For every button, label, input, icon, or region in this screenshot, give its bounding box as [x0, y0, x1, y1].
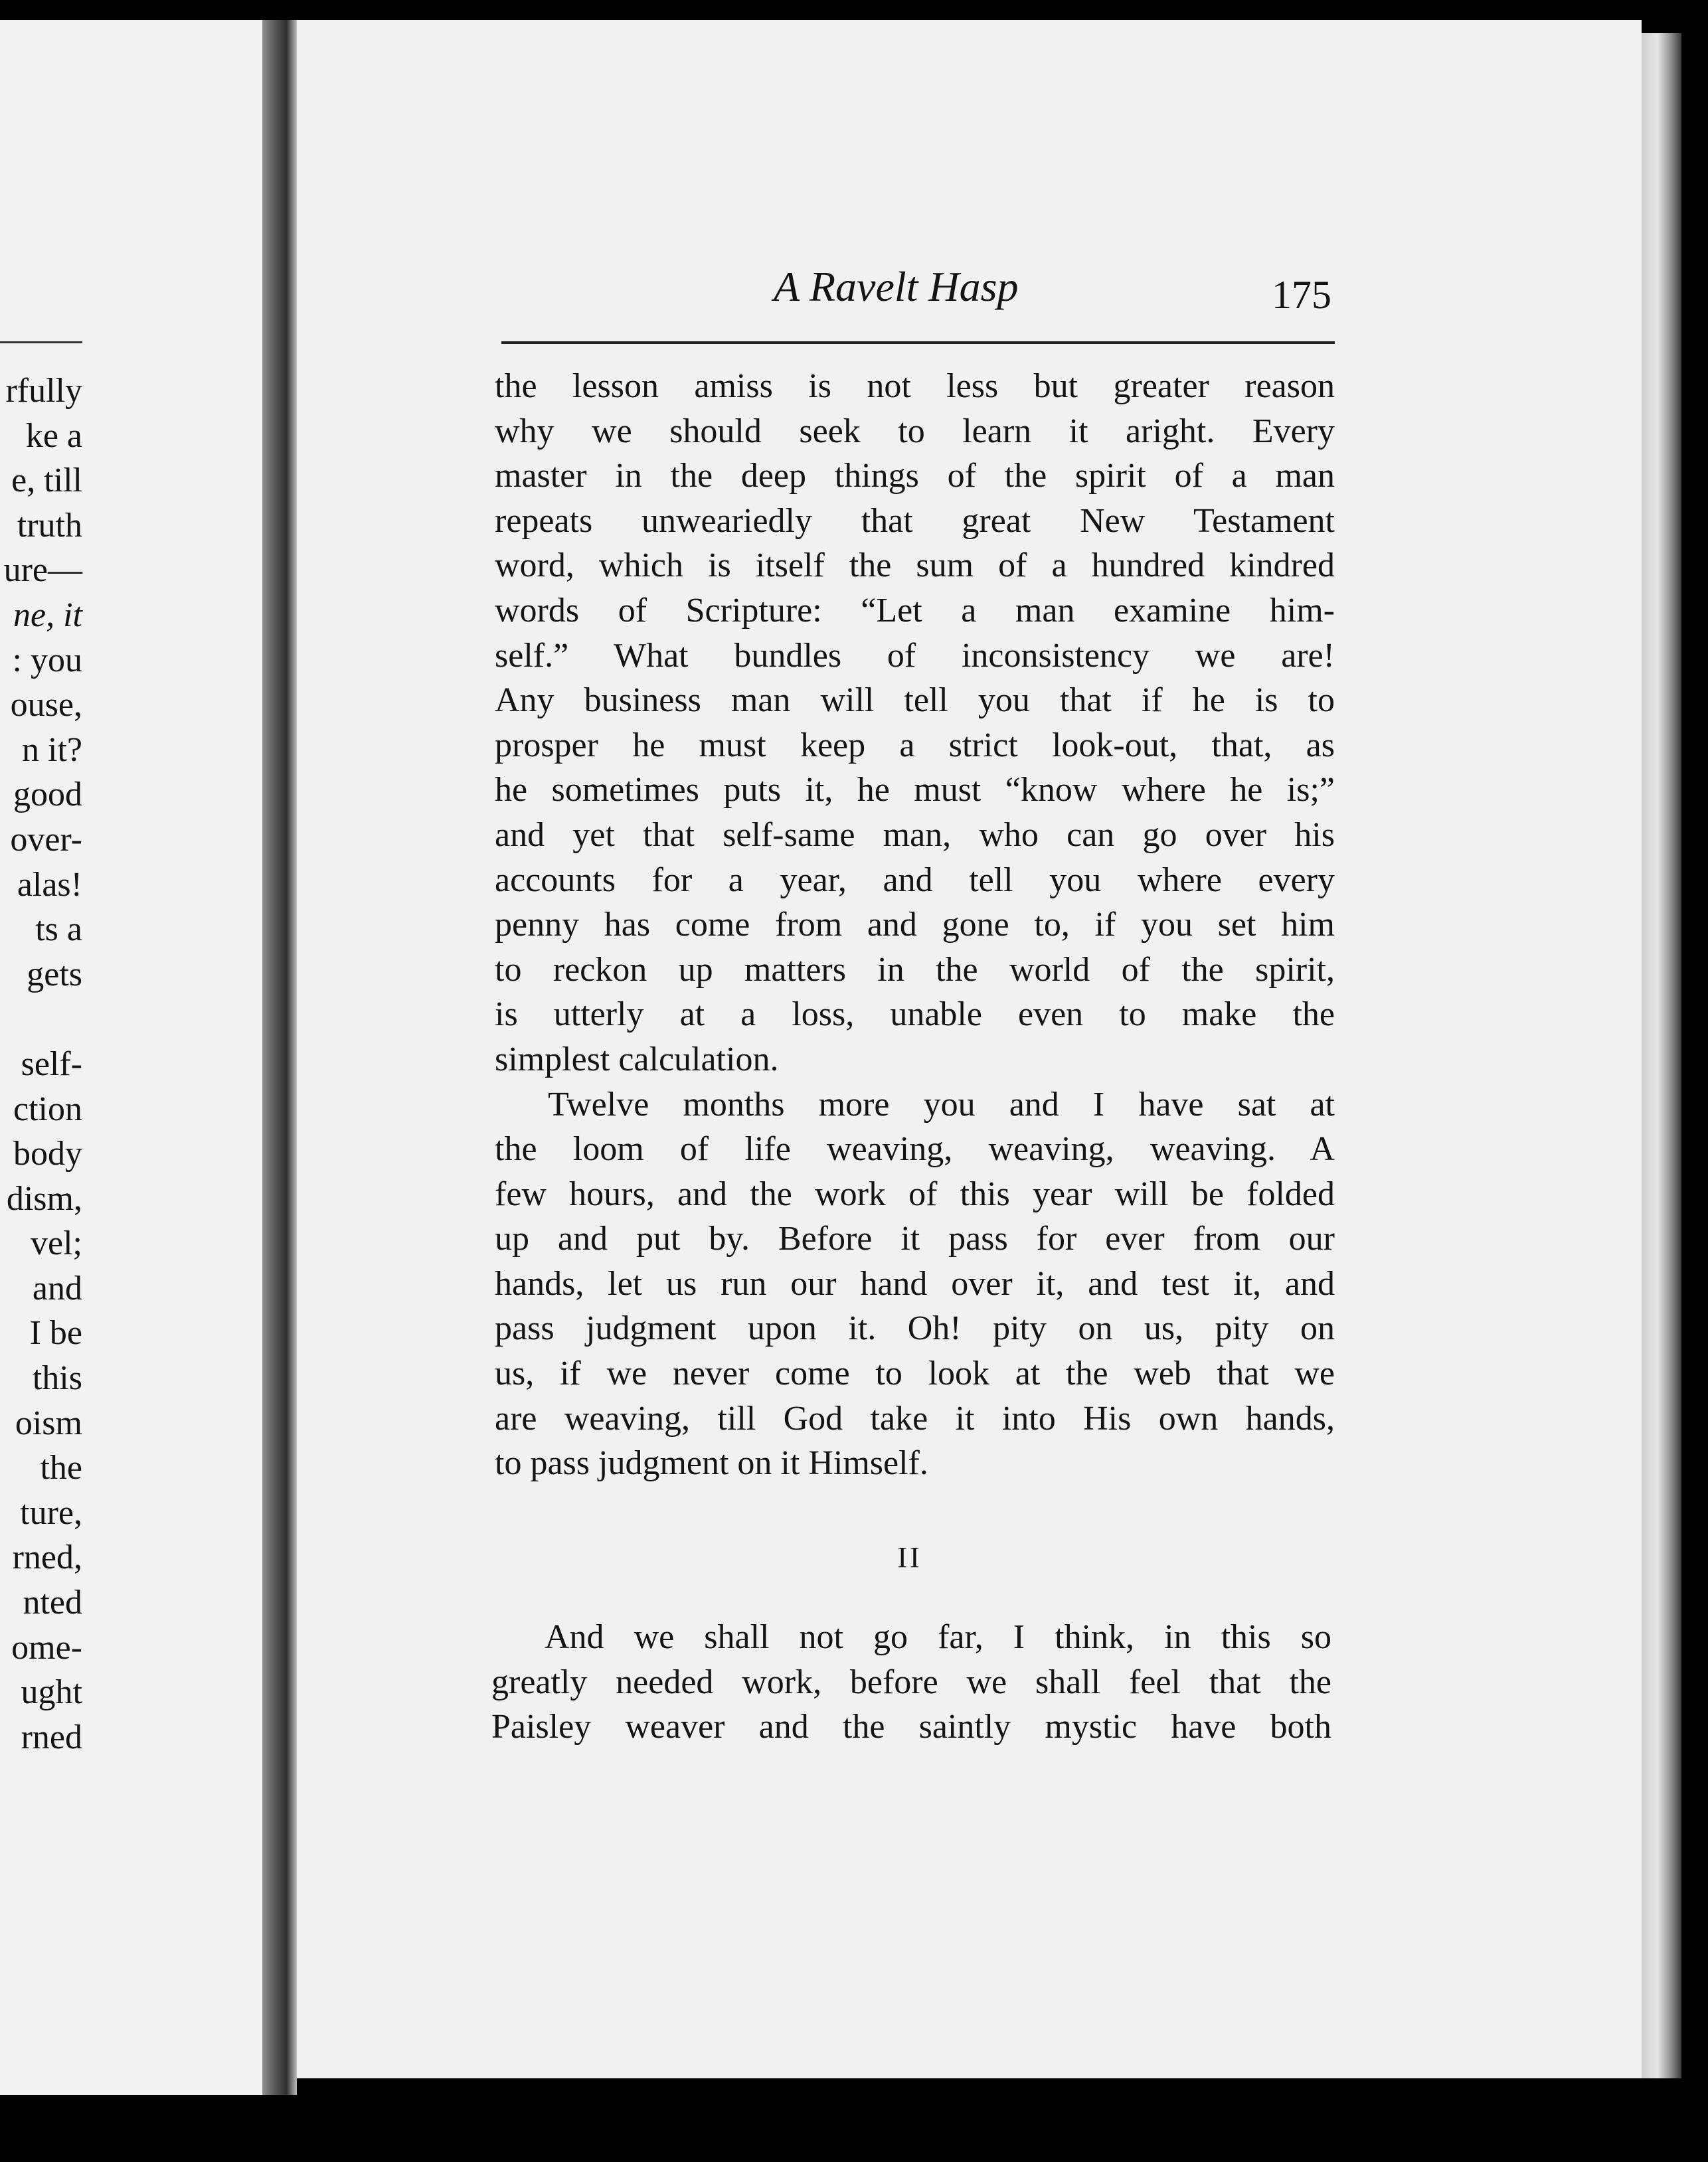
text-line: few hours, and the work of this year will be folded — [495, 1175, 1335, 1213]
text-line: penny has come from and gone to, if you set him — [495, 906, 1335, 944]
left-line: ouse, — [10, 686, 82, 724]
left-line: e, till — [11, 461, 82, 500]
text-line: us, if we never come to look at the web that we — [495, 1355, 1335, 1393]
text-line: is utterly at a loss, unable even to make the — [495, 995, 1335, 1034]
left-line: I be — [29, 1314, 82, 1353]
text-line: the lesson amiss is not less but greater reason — [495, 367, 1335, 405]
left-line: this — [32, 1359, 82, 1398]
left-line: self- — [21, 1044, 82, 1083]
text-line: words of Scripture: “Let a man examine him- — [495, 591, 1335, 629]
text-line: simplest calculation. — [495, 1040, 779, 1078]
text-line: to reckon up matters in the world of the spirit, — [495, 950, 1335, 989]
text-line: pass judgment upon it. Oh! pity on us, pity on — [495, 1309, 1335, 1348]
left-line: rned — [21, 1718, 82, 1756]
left-line: alas! — [17, 865, 82, 904]
left-line: ke a — [25, 416, 82, 455]
text-line: Any business man will tell you that if he is to — [495, 681, 1335, 720]
left-page-text — [0, 369, 82, 1760]
left-line: gets — [27, 955, 82, 993]
left-line: body — [13, 1135, 82, 1173]
page-number: 175 — [1272, 273, 1331, 317]
left-page — [0, 20, 262, 2095]
left-page-rule — [0, 341, 82, 343]
text-line: self.” What bundles of inconsistency we are! — [495, 636, 1335, 675]
text-line: to pass judgment on it Himself. — [495, 1444, 928, 1483]
left-line: truth — [17, 506, 82, 544]
text-line: greatly needed work, before we shall feel that the — [491, 1663, 1331, 1701]
left-line: rned, — [12, 1538, 82, 1577]
text-line: And we shall not go far, I think, in this so — [545, 1618, 1331, 1656]
left-line-gap — [0, 997, 82, 1042]
left-line: n it? — [22, 730, 82, 769]
text-line: and yet that self-same man, who can go over his — [495, 815, 1335, 854]
text-line: master in the deep things of the spirit of a man — [495, 457, 1335, 495]
left-line: the — [40, 1449, 82, 1487]
text-line: accounts for a year, and tell you where every — [495, 861, 1335, 899]
left-line: good — [13, 776, 82, 814]
left-line: ts a — [35, 910, 82, 949]
left-line: ction — [13, 1090, 82, 1128]
text-line: he sometimes puts it, he must “know where he is;” — [495, 771, 1335, 809]
left-line: over- — [10, 820, 82, 859]
text-line: Paisley weaver and the saintly mystic have both — [491, 1708, 1331, 1746]
text-line: hands, let us run our hand over it, and test it, and — [495, 1264, 1335, 1303]
left-line: ome- — [11, 1628, 82, 1667]
left-line: ught — [21, 1673, 82, 1712]
text-line: prosper he must keep a strict look-out, that, as — [495, 726, 1335, 764]
body-text — [495, 364, 1335, 1486]
left-line: oism — [15, 1404, 82, 1442]
header-rule — [501, 341, 1335, 344]
text-line: why we should seek to learn it aright. Every — [495, 412, 1335, 450]
text-line: are weaving, till God take it into His own hands, — [495, 1399, 1335, 1438]
text-line: the loom of life weaving, weaving, weaving. A — [495, 1130, 1335, 1169]
left-line: ne, it — [13, 596, 82, 634]
text-line: up and put by. Before it pass for ever from our — [495, 1220, 1335, 1258]
page-edge — [1642, 33, 1681, 2078]
text-line: word, which is itself the sum of a hundred kindred — [495, 546, 1335, 585]
section-number: II — [897, 1541, 922, 1574]
text-line: Twelve months more you and I have sat at — [548, 1085, 1335, 1123]
left-line: rfully — [5, 372, 82, 410]
left-line: vel; — [31, 1224, 82, 1263]
book-gutter — [262, 20, 297, 2095]
left-line: nted — [23, 1584, 82, 1622]
text-line: repeats unweariedly that great New Testament — [495, 501, 1335, 540]
left-line: and — [32, 1269, 82, 1307]
left-line: ture, — [20, 1493, 82, 1532]
running-head: A Ravelt Hasp — [774, 263, 1019, 310]
body-text-section-2 — [491, 1615, 1331, 1750]
left-line: : you — [12, 641, 82, 679]
left-line: ure— — [3, 551, 82, 590]
left-line: dism, — [6, 1179, 82, 1218]
